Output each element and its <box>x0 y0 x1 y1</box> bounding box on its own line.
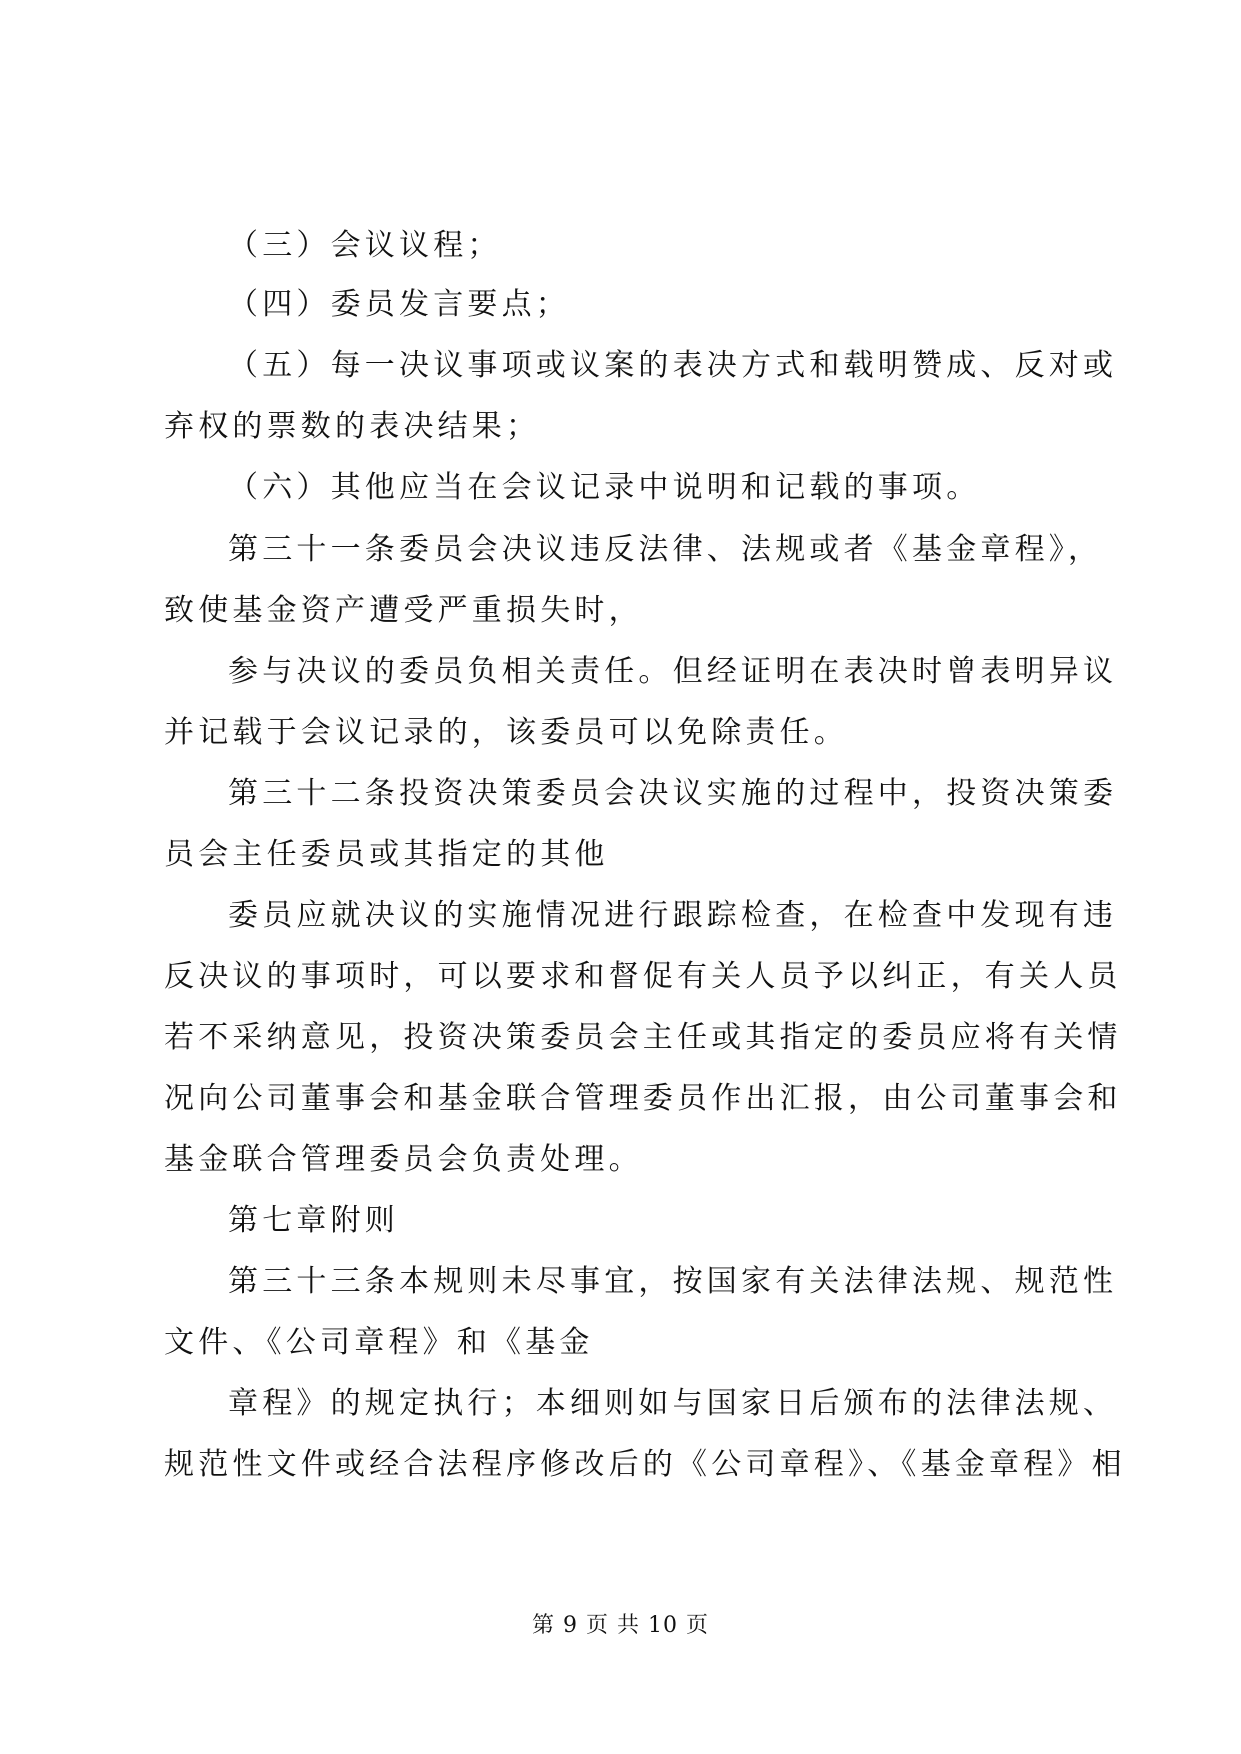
paragraph-line: （三）会议议程； <box>228 228 502 263</box>
paragraph-line: 员会主任委员或其指定的其他 <box>164 837 609 872</box>
page-number-footer: 第 9 页 共 10 页 <box>532 1613 709 1638</box>
paragraph-line: 规范性文件或经合法程序修改后的《公司章程》、《基金章程》相 <box>164 1447 1126 1482</box>
paragraph-line: 第三十二条投资决策委员会决议实施的过程中，投资决策委 <box>228 776 1118 811</box>
paragraph-line: （五）每一决议事项或议案的表决方式和载明赞成、反对或 <box>228 348 1118 383</box>
chapter-heading: 第七章附则 <box>228 1203 399 1238</box>
paragraph-line: （四）委员发言要点； <box>228 287 570 322</box>
paragraph-line: 章程》的规定执行；本细则如与国家日后颁布的法律法规、 <box>228 1386 1118 1421</box>
paragraph-line: 委员应就决议的实施情况进行跟踪检查，在检查中发现有违 <box>228 898 1118 933</box>
paragraph-line: 基金联合管理委员会负责处理。 <box>164 1142 643 1177</box>
paragraph-line: 并记载于会议记录的，该委员可以免除责任。 <box>164 715 848 750</box>
paragraph-line: 弃权的票数的表决结果； <box>164 409 541 444</box>
paragraph-line: （六）其他应当在会议记录中说明和记载的事项。 <box>228 470 981 505</box>
paragraph-line: 文件、《公司章程》和《基金 <box>164 1325 594 1360</box>
paragraph-line: 若不采纳意见，投资决策委员会主任或其指定的委员应将有关情 <box>164 1020 1122 1055</box>
paragraph-line: 第三十三条本规则未尽事宜，按国家有关法律法规、规范性 <box>228 1264 1118 1299</box>
paragraph-line: 致使基金资产遭受严重损失时， <box>164 593 643 628</box>
paragraph-line: 况向公司董事会和基金联合管理委员作出汇报，由公司董事会和 <box>164 1081 1122 1116</box>
paragraph-line: 第三十一条委员会决议违反法律、法规或者《基金章程》， <box>228 532 1103 567</box>
paragraph-line: 反决议的事项时，可以要求和督促有关人员予以纠正，有关人员 <box>164 959 1122 994</box>
paragraph-line: 参与决议的委员负相关责任。但经证明在表决时曾表明异议 <box>228 654 1118 689</box>
